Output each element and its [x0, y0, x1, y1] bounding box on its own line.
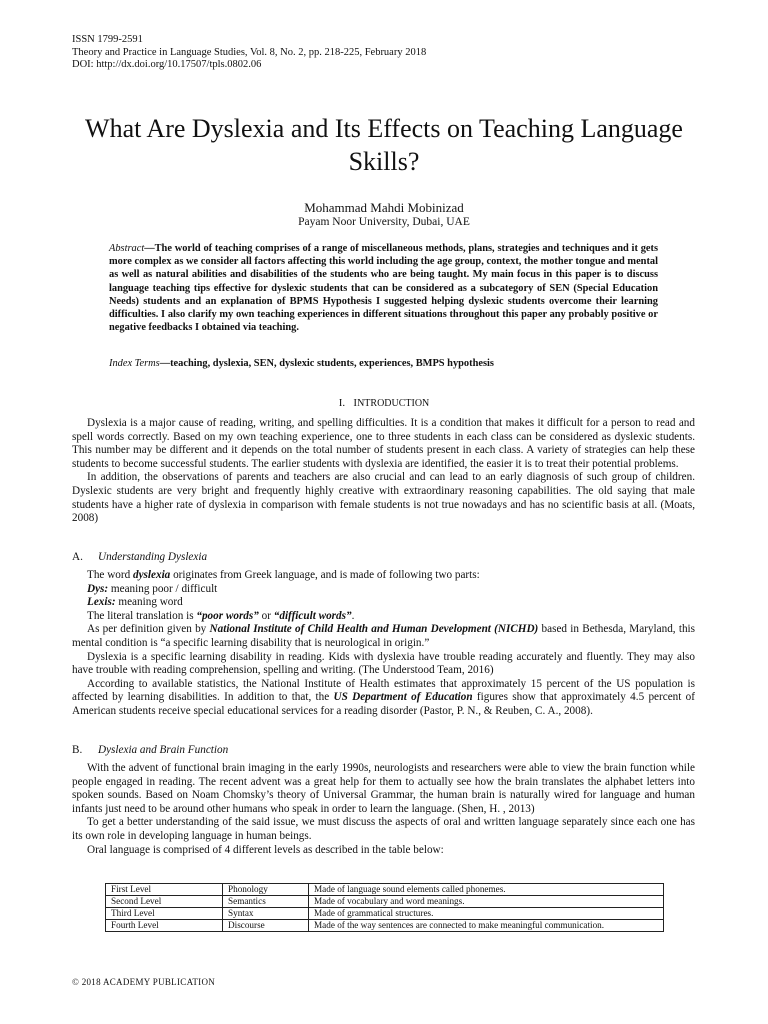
abstract-lead: Abstract	[109, 243, 145, 254]
copyright-footer: © 2018 ACADEMY PUBLICATION	[72, 977, 216, 987]
oral-language-levels-table	[105, 883, 664, 932]
term-difficult-words: “difficult words”	[273, 609, 352, 622]
subsection-title: Dyslexia and Brain Function	[98, 744, 229, 756]
org-nichd: National Institute of Child Health and Human Development (NICHD)	[209, 623, 539, 636]
term-lexis: Lexis:	[87, 596, 116, 609]
table-cell: Made of grammatical structures.	[309, 908, 664, 920]
index-terms-lead: Index Terms	[109, 358, 160, 369]
index-terms-text: —teaching, dyslexia, SEN, dyslexic students, experiences, BMPS hypothesis	[159, 358, 494, 369]
table-cell: Made of language sound elements called phonemes.	[309, 884, 664, 896]
learning-disability-paragraph: Dyslexia is a specific learning disability in reading. Kids with dyslexia have trouble reading accurately and fluently. They may also have trouble with reading comprehension, spelling and writing. (The Understood Team, 2016)	[72, 650, 695, 677]
paper-title: What Are Dyslexia and Its Effects on Teaching Language Skills?	[85, 114, 683, 176]
section-title-rest: NTRODUCTION	[357, 398, 430, 409]
table-cell: Discourse	[223, 920, 309, 932]
table-cell: Syntax	[223, 908, 309, 920]
doi-line: DOI: http://dx.doi.org/10.17507/tpls.0802.06	[72, 59, 262, 70]
journal-line: Theory and Practice in Language Studies, Vol. 8, No. 2, pp. 218-225, February 2018	[72, 46, 427, 58]
table-cell: Phonology	[223, 884, 309, 896]
table-cell: Fourth Level	[106, 920, 223, 932]
section-heading-introduction	[0, 396, 768, 411]
table-cell: Semantics	[223, 896, 309, 908]
section-title-initial: I	[353, 397, 358, 409]
section-number: I.	[338, 397, 346, 409]
org-us-doe: US Department of Education	[333, 691, 473, 704]
word-origin-line: The word dyslexia originates from Greek language, and is made of following two parts:	[87, 569, 480, 581]
author-name: Mohammad Mahdi Mobinizad	[304, 200, 464, 215]
author-affiliation: Payam Noor University, Dubai, UAE	[298, 216, 470, 228]
term-poor-words: “poor words”	[196, 609, 259, 622]
subsection-number: B.	[72, 744, 83, 756]
brain-paragraph-2: To get a better understanding of the said issue, we must discuss the aspects of oral and written language separately since each one has its own role in developing language in human beings.	[72, 816, 695, 842]
table-row	[106, 896, 664, 908]
subsection-heading-b	[72, 743, 228, 757]
journal-header	[72, 34, 426, 72]
levels-table-body	[106, 884, 664, 932]
term-dyslexia: dyslexia	[132, 569, 171, 581]
table-row	[106, 908, 664, 920]
dys-line: Dys: meaning poor / difficult	[87, 582, 218, 595]
statistics-paragraph: According to available statistics, the National Institute of Health estimates that approximately 15 percent of the US population is affected by learning disabilities. In addition to that, the US Department of Education figures show that approximately 4.5 percent of American students receive special educational services for a reading disorder (Pastor, P. N., & Reuben, C. A., 2008).	[72, 677, 695, 717]
lexis-line: Lexis: meaning word	[87, 596, 183, 609]
nichd-definition: As per definition given by National Institute of Child Health and Human Development (NICHD) based in Bethesda, Maryland, this mental condition is “a specific learning disability that is neurological in origin.”	[72, 623, 696, 649]
issn-line: ISSN 1799-2591	[72, 34, 143, 45]
table-cell: Made of the way sentences are connected to make meaningful communication.	[309, 920, 664, 932]
abstract-text: —The world of teaching comprises of a range of miscellaneous methods, plans, strategies and techniques and it gets more complex as we consider all factors affecting this world including the age group, context, the mother tongue and mental as well as natural abilities and disabilities of the students who are being taught. My main focus in this paper is to discuss language teaching tips effective for dyslexic students that can be considered as a subcategory of SEN (Special Education Needs) students and an explanation of BPMS Hypothesis I suggested helping dyslexic students overcome their learning difficulties. I also clarify my own teaching experiences in different situations throughout this paper any probably positive or negative feedbacks I obtained via teaching.	[109, 243, 658, 334]
table-cell: First Level	[106, 884, 223, 896]
table-row	[106, 884, 664, 896]
intro-paragraph-1: Dyslexia is a major cause of reading, writing, and spelling difficulties. It is a condition that makes it difficult for a person to read and spell words correctly. Based on my own teaching experience, one to three students in each class can be considered as dyslexic students. This number may be different and it depends on the total number of students present in each class. A variety of strategies can help these students to become successful students. The earlier students with dyslexia are identified, the easier it is to treat their potential problems.	[72, 417, 695, 470]
subsection-heading-a	[72, 550, 207, 564]
index-terms	[109, 357, 658, 370]
term-dys: Dys:	[87, 582, 109, 595]
intro-paragraph-2: In addition, the observations of parents and teachers are also crucial and can lead to an early diagnosis of such group of children. Dyslexic students are very bright and frequently highly creative with extraordinary reasoning capabilities. The old saying that male students have a higher rate of dyslexia in comparison with female students is not true nowadays and has no scientific basis at all. (Moats, 2008)	[72, 471, 695, 525]
table-cell: Third Level	[106, 908, 223, 920]
brain-paragraph-3: Oral language is comprised of 4 different levels as described in the table below:	[87, 843, 444, 856]
table-row	[106, 920, 664, 932]
subsection-title: Understanding Dyslexia	[98, 551, 208, 563]
subsection-number: A.	[72, 551, 83, 563]
brain-paragraph-1: With the advent of functional brain imaging in the early 1990s, neurologists and researchers were able to view the brain function while people engaged in reading. The recent advent was a great help for them to actually see how the brain translates the alphabet letters into spoken sounds. Based on Noam Chomsky’s theory of Universal Grammar, the human brain is naturally wired for language and human infants just need to be around other humans who speak in order to learn the language. (Shen, H. , 2013)	[72, 762, 695, 815]
table-cell: Made of vocabulary and word meanings.	[309, 896, 664, 908]
abstract	[109, 242, 658, 334]
literal-translation-line: The literal translation is “poor words” or “difficult words”.	[87, 609, 355, 622]
brain-function-body	[72, 762, 695, 857]
introduction-body	[72, 417, 695, 526]
table-cell: Second Level	[106, 896, 223, 908]
understanding-body	[72, 569, 695, 719]
